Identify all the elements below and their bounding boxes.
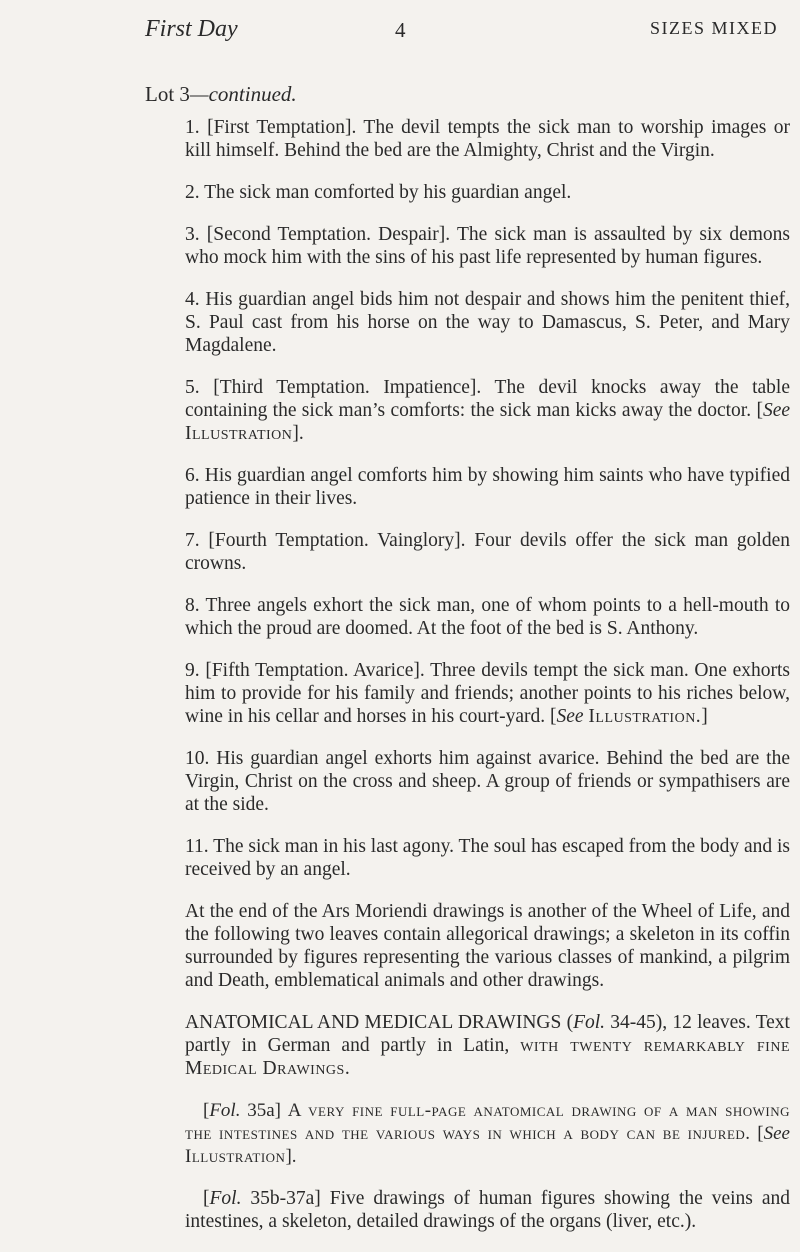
sizes-heading: SIZES MIXED (650, 18, 778, 38)
item-2: 2. The sick man comforted by his guardian angel. (185, 182, 572, 203)
item-3: 3. [Second Temptation. Despair]. The sick man is assaulted by six demons who mock him with the sins of his past life represented by human figures. (185, 224, 790, 268)
page-number: 4 (395, 18, 406, 42)
summary-paragraph: At the end of the Ars Moriendi drawings is another of the Wheel of Life, and the following two leaves contain allegorical drawings; a skeleton in its coffin surrounded by figures representing the various classes of mankind, a pilgrim and Death, emblematical animals and other drawings. (185, 901, 790, 991)
item-11: 11. The sick man in his last agony. The soul has escaped from the body and is received by an angel. (185, 836, 790, 880)
fol-35a-paragraph: [Fol. 35a] A very fine full-page anatomical drawing of a man showing the intestines and the various ways in which a body can be injured. [See Illustration]. (185, 1100, 790, 1167)
item-9: 9. [Fifth Temptation. Avarice]. Three devils tempt the sick man. One exhorts him to provide for his family and friends; another points to his riches below, wine in his cellar and horses in his court-yard. [See Illustration.] (185, 660, 790, 727)
fol-35b-paragraph: [Fol. 35b-37a] Five drawings of human figures showing the veins and intestines, a skeleton, detailed drawings of the organs (liver, etc.). (185, 1188, 790, 1232)
page-header (0, 10, 800, 50)
lot-heading (145, 82, 297, 107)
item-6: 6. His guardian angel comforts him by showing him saints who have typified patience in their lives. (185, 465, 790, 509)
anatomical-heading: ANATOMICAL AND MEDICAL DRAWINGS (185, 1012, 562, 1033)
item-1: 1. [First Temptation]. The devil tempts the sick man to worship images or kill himself. Behind the bed are the Almighty, Christ and the Virgin. (185, 117, 790, 161)
item-4: 4. His guardian angel bids him not despair and shows him the penitent thief, S. Paul cast from his horse on the way to Damascus, S. Peter, and Mary Magdalene. (185, 289, 790, 356)
item-8: 8. Three angels exhort the sick man, one of whom points to a hell-mouth to which the proud are doomed. At the foot of the bed is S. Anthony. (185, 595, 790, 639)
day-heading: First Day (145, 16, 238, 42)
item-10: 10. His guardian angel exhorts him against avarice. Behind the bed are the Virgin, Christ on the cross and sheep. A group of friends or sympathisers are at the side. (185, 748, 790, 815)
item-7: 7. [Fourth Temptation. Vainglory]. Four devils offer the sick man golden crowns. (185, 530, 790, 574)
anatomical-heading-paragraph: ANATOMICAL AND MEDICAL DRAWINGS (Fol. 34-45), 12 leaves. Text partly in German and partly in Latin, with twenty remarkably fine Medical Drawings. (185, 1012, 791, 1079)
lot-label: Lot 3 (145, 82, 190, 106)
catalogue-entry (185, 116, 790, 1252)
item-5: 5. [Third Temptation. Impatience]. The devil knocks away the table containing the sick man’s comforts: the sick man kicks away the doctor. [See Illustration]. (185, 377, 790, 444)
lot-continued: —continued. (189, 82, 297, 106)
